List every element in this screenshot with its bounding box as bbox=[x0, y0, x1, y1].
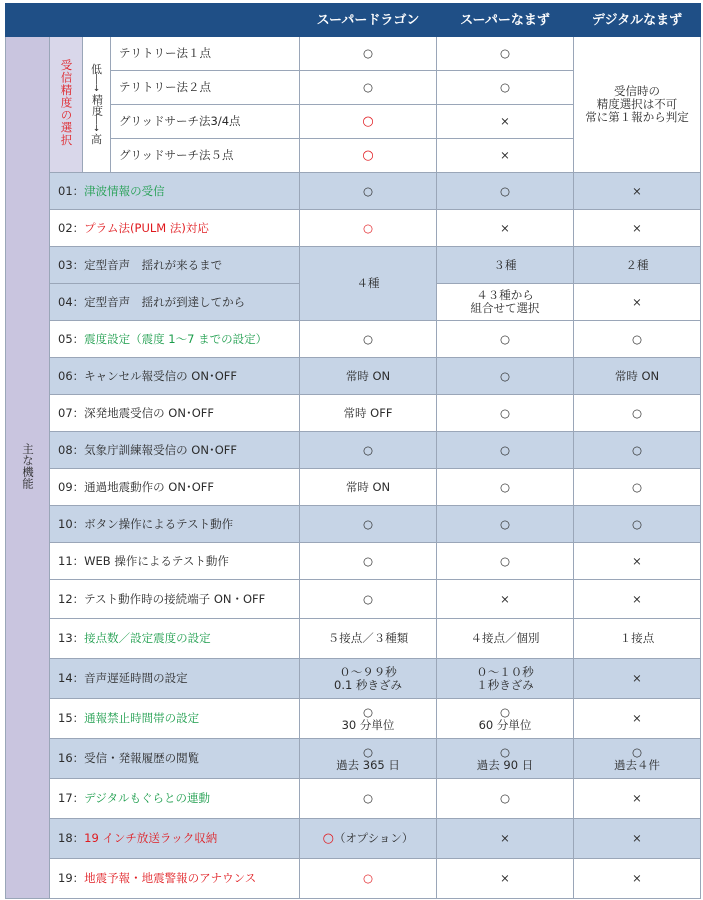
accuracy-c2: × bbox=[437, 139, 574, 173]
side-label: 主な機能 bbox=[21, 443, 35, 489]
row-num: 07： bbox=[58, 405, 85, 420]
row-num: 19： bbox=[58, 871, 85, 885]
row-c3: × bbox=[574, 699, 701, 739]
accuracy-c1: ○ bbox=[300, 71, 437, 105]
row-num: 16： bbox=[58, 751, 85, 765]
table-row bbox=[6, 358, 701, 395]
row-c2 bbox=[437, 659, 574, 699]
feature-label bbox=[50, 506, 300, 543]
feature-label bbox=[50, 321, 300, 358]
feature-label bbox=[50, 395, 300, 432]
accuracy-c2: ○ bbox=[437, 37, 574, 71]
accuracy-row bbox=[6, 37, 701, 71]
row-c2: ４接点／個別 bbox=[437, 619, 574, 659]
row-c2: ○ bbox=[437, 779, 574, 819]
accuracy-c2: × bbox=[437, 105, 574, 139]
table-row bbox=[6, 469, 701, 506]
row-c1: 常時 ON bbox=[300, 469, 437, 506]
table-row bbox=[6, 432, 701, 469]
cell-line: 30 分単位 bbox=[341, 717, 395, 732]
accuracy-c3-note bbox=[574, 37, 701, 173]
row-c1 bbox=[300, 739, 437, 779]
cell-line: 0.1 秒きざみ bbox=[334, 677, 402, 692]
accuracy-group-label: 受信精度の選択 bbox=[59, 59, 74, 147]
row-num: 12： bbox=[58, 591, 85, 606]
row-c3: ○ bbox=[574, 469, 701, 506]
cell-line: 過去 90 日 bbox=[476, 757, 534, 772]
header-super-dragon: スーパードラゴン bbox=[300, 4, 437, 37]
row-c1: ○ bbox=[300, 859, 437, 899]
row-label: 接点数／設定震度の設定 bbox=[84, 631, 211, 645]
row-label: 通報禁止時間帯の設定 bbox=[84, 711, 200, 725]
table-row bbox=[6, 779, 701, 819]
row-num: 02： bbox=[58, 220, 85, 235]
row-label: デジタルもぐらとの連動 bbox=[84, 791, 210, 805]
row-c1: ○ bbox=[300, 543, 437, 580]
row-c2 bbox=[437, 284, 574, 321]
row-c1: ○ bbox=[300, 210, 437, 247]
row-c3: × bbox=[574, 543, 701, 580]
feature-label bbox=[50, 739, 300, 779]
row-label: 音声遅延時間の設定 bbox=[84, 671, 188, 685]
accuracy-group-label-cell bbox=[50, 37, 83, 173]
row-label: 地震予報・地震警報のアナウンス bbox=[84, 871, 257, 885]
row-c1 bbox=[300, 699, 437, 739]
feature-label bbox=[50, 779, 300, 819]
accuracy-label: グリッドサーチ法５点 bbox=[111, 139, 300, 173]
cell-line: １秒きざみ bbox=[476, 677, 534, 692]
row-num: 15： bbox=[58, 711, 85, 725]
row-num: 06： bbox=[58, 368, 85, 383]
scale-low: 低 bbox=[91, 62, 102, 76]
row-c2: ○ bbox=[437, 432, 574, 469]
feature-label bbox=[50, 859, 300, 899]
row-c3: １接点 bbox=[574, 619, 701, 659]
feature-comparison-table bbox=[5, 3, 701, 899]
feature-label bbox=[50, 284, 300, 321]
table-row bbox=[6, 699, 701, 739]
cell-line: 過去 365 日 bbox=[336, 757, 400, 772]
row-c2: ○ bbox=[437, 469, 574, 506]
row-c1: ○ bbox=[300, 321, 437, 358]
accuracy-c1: ○ bbox=[300, 139, 437, 173]
row-label: テスト動作時の接続端子 ON・OFF bbox=[84, 591, 266, 606]
row-c2: × bbox=[437, 859, 574, 899]
row-c2: ○ bbox=[437, 506, 574, 543]
row-label: 19 インチ放送ラック収納 bbox=[84, 831, 218, 845]
row-c1 bbox=[300, 819, 437, 859]
arrow-down-icon: │ ↓ bbox=[92, 74, 101, 94]
feature-label bbox=[50, 210, 300, 247]
accuracy-note-line: 精度選択は不可 bbox=[596, 97, 678, 111]
feature-label bbox=[50, 469, 300, 506]
row-label: 震度設定（震度 1〜7 までの設定） bbox=[84, 331, 268, 346]
feature-label bbox=[50, 580, 300, 619]
row-label: 深発地震受信の ON･OFF bbox=[84, 405, 214, 420]
row-c2 bbox=[437, 699, 574, 739]
row-c1: ○ bbox=[300, 432, 437, 469]
row-c2 bbox=[437, 739, 574, 779]
accuracy-note-line: 受信時の bbox=[614, 84, 660, 98]
row-label: 定型音声 揺れが到達してから bbox=[84, 294, 246, 309]
row-num: 05： bbox=[58, 331, 85, 346]
table-row bbox=[6, 247, 701, 284]
row-num: 17： bbox=[58, 791, 85, 805]
row-label: 通過地震動作の ON･OFF bbox=[84, 479, 214, 494]
row-c2: ３種 bbox=[437, 247, 574, 284]
arrow-down-icon: │ ↓ bbox=[92, 114, 101, 134]
table-row bbox=[6, 543, 701, 580]
row-num: 13： bbox=[58, 631, 85, 645]
row-c1: ○ bbox=[300, 580, 437, 619]
row-c2: ○ bbox=[437, 173, 574, 210]
row-label: プラム法(PULM 法)対応 bbox=[84, 220, 209, 235]
table-row bbox=[6, 659, 701, 699]
row-c3: × bbox=[574, 859, 701, 899]
row-c1: 常時 OFF bbox=[300, 395, 437, 432]
table-row bbox=[6, 819, 701, 859]
accuracy-note-line: 常に第１報から判定 bbox=[585, 110, 689, 124]
row-c3: × bbox=[574, 580, 701, 619]
row-c1: 常時 ON bbox=[300, 358, 437, 395]
cell-line: ○ bbox=[362, 704, 374, 719]
row-num: 03： bbox=[58, 257, 85, 272]
feature-label bbox=[50, 659, 300, 699]
cell-line: 組合せて選択 bbox=[470, 301, 540, 315]
cell-line: ○ bbox=[362, 744, 374, 759]
row-num: 09： bbox=[58, 479, 85, 494]
row-num: 04： bbox=[58, 294, 85, 309]
row-c3: ○ bbox=[574, 321, 701, 358]
table-row bbox=[6, 395, 701, 432]
row-c2: × bbox=[437, 819, 574, 859]
table-row bbox=[6, 580, 701, 619]
header-corner bbox=[6, 4, 300, 37]
accuracy-label: テリトリー法１点 bbox=[111, 37, 300, 71]
row-label: 定型音声 揺れが来るまで bbox=[84, 257, 223, 272]
row-c3: × bbox=[574, 779, 701, 819]
scale-high: 高 bbox=[91, 132, 102, 146]
row-num: 18： bbox=[58, 831, 85, 845]
row-c2: ○ bbox=[437, 321, 574, 358]
accuracy-scale bbox=[83, 37, 111, 173]
row-c3: 常時 ON bbox=[574, 358, 701, 395]
row-c3: × bbox=[574, 819, 701, 859]
row-c3: × bbox=[574, 210, 701, 247]
table-row bbox=[6, 739, 701, 779]
row-num: 08： bbox=[58, 442, 85, 457]
row-c1-suffix: （オプション） bbox=[333, 831, 414, 845]
row-c1: ○ bbox=[300, 173, 437, 210]
row-num: 14： bbox=[58, 671, 85, 685]
cell-line: ０〜１０秒 bbox=[476, 664, 534, 679]
feature-label bbox=[50, 247, 300, 284]
cell-line: 60 分単位 bbox=[478, 717, 532, 732]
table-row bbox=[6, 619, 701, 659]
feature-label bbox=[50, 358, 300, 395]
row-c3: × bbox=[574, 284, 701, 321]
row-label: 受信・発報履歴の閲覧 bbox=[84, 751, 200, 765]
row-c2: ○ bbox=[437, 358, 574, 395]
table-row bbox=[6, 859, 701, 899]
row-c1: ○ bbox=[300, 779, 437, 819]
row-label: WEB 操作によるテスト動作 bbox=[84, 553, 229, 568]
row-c2: × bbox=[437, 210, 574, 247]
table-row bbox=[6, 173, 701, 210]
row-c1: ５接点／３種類 bbox=[300, 619, 437, 659]
accuracy-label: グリッドサーチ法3/4点 bbox=[111, 105, 300, 139]
header-super-namazu: スーパーなまず bbox=[437, 4, 574, 37]
accuracy-c2: ○ bbox=[437, 71, 574, 105]
feature-label bbox=[50, 619, 300, 659]
feature-label bbox=[50, 819, 300, 859]
accuracy-label: テリトリー法２点 bbox=[111, 71, 300, 105]
row-c3: ○ bbox=[574, 506, 701, 543]
cell-line: ０〜９９秒 bbox=[339, 664, 397, 679]
row-num: 11： bbox=[58, 553, 85, 568]
table-row bbox=[6, 210, 701, 247]
row-label: ボタン操作によるテスト動作 bbox=[84, 516, 234, 531]
side-label-cell bbox=[6, 37, 50, 899]
row-c3: ○ bbox=[574, 432, 701, 469]
row-c2: ○ bbox=[437, 543, 574, 580]
row-label: 津波情報の受信 bbox=[84, 183, 165, 198]
cell-line: ４３種から bbox=[476, 288, 534, 302]
row-c1: ○ bbox=[300, 506, 437, 543]
cell-line: 過去４件 bbox=[614, 757, 660, 772]
cell-line: ○ bbox=[499, 744, 511, 759]
row-c1 bbox=[300, 659, 437, 699]
row-c3: × bbox=[574, 659, 701, 699]
row-c3 bbox=[574, 739, 701, 779]
row-c1-mark: ○ bbox=[322, 831, 334, 846]
accuracy-c1: ○ bbox=[300, 37, 437, 71]
feature-label bbox=[50, 173, 300, 210]
feature-label bbox=[50, 432, 300, 469]
row-num: 01： bbox=[58, 183, 85, 198]
header-digital-namazu: デジタルなまず bbox=[574, 4, 701, 37]
cell-line: ○ bbox=[631, 744, 643, 759]
cell-line: ○ bbox=[499, 704, 511, 719]
table-row bbox=[6, 321, 701, 358]
table-row bbox=[6, 506, 701, 543]
row-c3: ２種 bbox=[574, 247, 701, 284]
feature-label bbox=[50, 699, 300, 739]
accuracy-c1: ○ bbox=[300, 105, 437, 139]
row-label: キャンセル報受信の ON･OFF bbox=[84, 368, 237, 383]
row-c3: × bbox=[574, 173, 701, 210]
row-num: 10： bbox=[58, 516, 85, 531]
feature-label bbox=[50, 543, 300, 580]
row-c3: ○ bbox=[574, 395, 701, 432]
scale-mid: 精度 bbox=[90, 93, 104, 116]
row-label: 気象庁訓練報受信の ON･OFF bbox=[84, 442, 237, 457]
row-c2: ○ bbox=[437, 395, 574, 432]
row-c1: ４種 bbox=[300, 247, 437, 321]
row-c2: × bbox=[437, 580, 574, 619]
